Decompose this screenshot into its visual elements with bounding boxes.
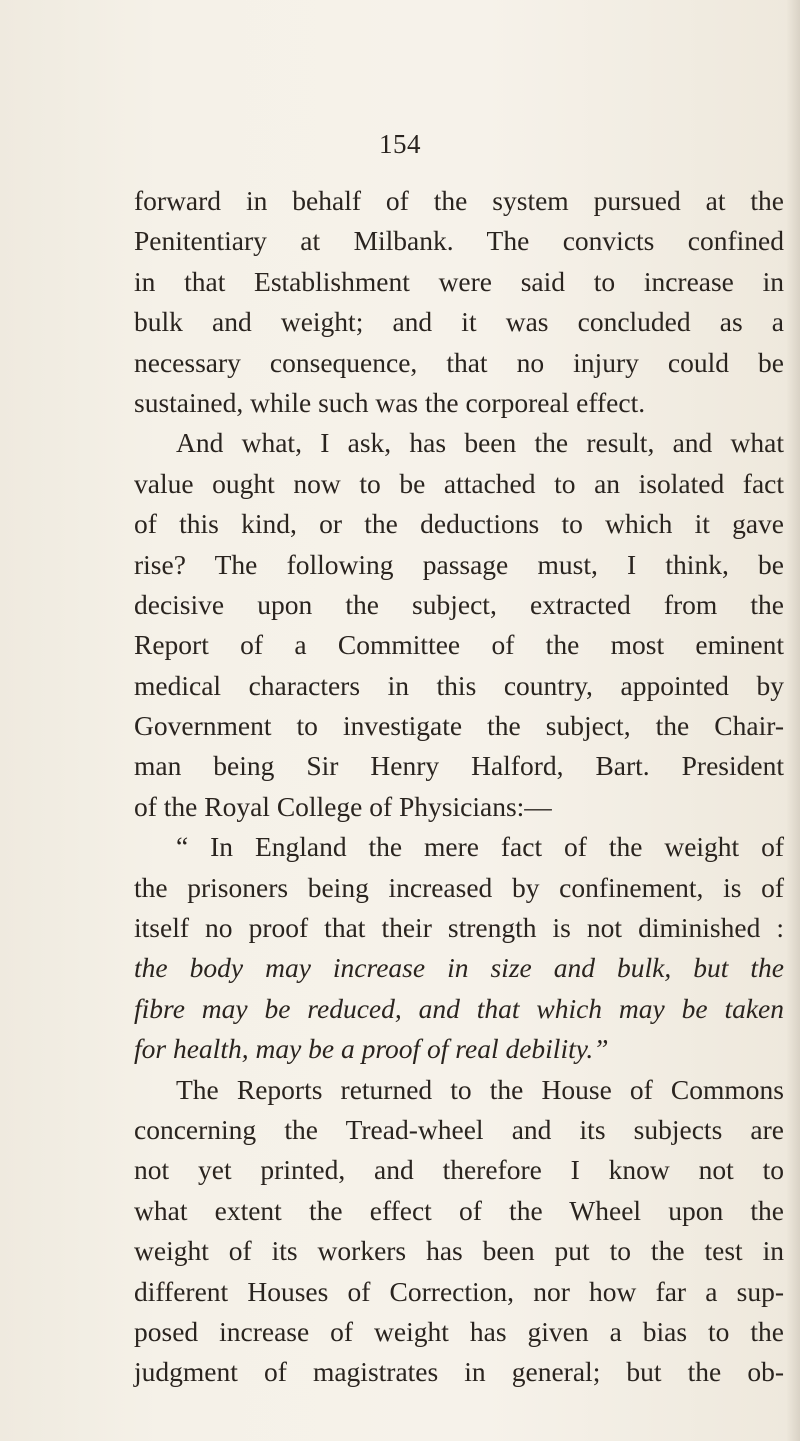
quote-italic-line: [134, 1029, 784, 1069]
italic-text: for health, may be a proof of real debility.”: [134, 1033, 609, 1065]
text-line: judgment of magistrates in general; but the ob-: [134, 1356, 784, 1388]
quote-italic-line: [134, 948, 784, 988]
text-line: necessary consequence, that no injury could be: [134, 346, 784, 378]
body-text: [134, 181, 784, 1393]
text-line: rise? The following passage must, I think, be: [134, 548, 784, 580]
text-line: weight of its workers has been put to the test in: [134, 1235, 784, 1267]
text-line: man being Sir Henry Halford, Bart. President: [134, 750, 784, 782]
text-line: decisive upon the subject, extracted from the: [134, 588, 784, 620]
text-line: of this kind, or the deductions to which it gave: [134, 508, 784, 540]
quote-start-line: “ In England the mere fact of the weight of: [176, 831, 784, 863]
italic-text: fibre may be reduced, and that which may be taken: [134, 992, 784, 1024]
text-line: Report of a Committee of the most eminent: [134, 629, 784, 661]
text-line: medical characters in this country, appointed by: [134, 669, 784, 701]
text-line: posed increase of weight has given a bias to the: [134, 1315, 784, 1347]
quote-line: the prisoners being increased by confinement, is of: [134, 871, 784, 903]
quote-line: itself no proof that their strength is not diminished :: [134, 912, 784, 944]
text-line: what extent the effect of the Wheel upon the: [134, 1194, 784, 1226]
text-line: concerning the Tread-wheel and its subjects are: [134, 1113, 784, 1145]
text-line: different Houses of Correction, nor how far a sup-: [134, 1275, 784, 1307]
text-line: sustained, while such was the corporeal effect.: [134, 386, 646, 418]
page-edge-shadow: [786, 0, 800, 1441]
text-line: bulk and weight; and it was concluded as a: [134, 306, 784, 338]
text-line: not yet printed, and therefore I know not to: [134, 1154, 784, 1186]
text-line: of the Royal College of Physicians:—: [134, 790, 552, 822]
paragraph-start-line: The Reports returned to the House of Commons: [176, 1073, 784, 1105]
quote-italic-line: [134, 989, 784, 1029]
paragraph-start-line: And what, I ask, has been the result, and what: [176, 427, 784, 459]
text-line: Penitentiary at Milbank. The convicts confined: [134, 225, 784, 257]
italic-text: the body may increase in size and bulk, but the: [134, 952, 784, 984]
text-line: Government to investigate the subject, the Chair-: [134, 710, 784, 742]
text-line: in that Establishment were said to increase in: [134, 265, 784, 297]
text-line: forward in behalf of the system pursued at the: [134, 185, 784, 216]
text-line: value ought now to be attached to an isolated fact: [134, 467, 784, 499]
page-number: 154: [379, 129, 421, 159]
